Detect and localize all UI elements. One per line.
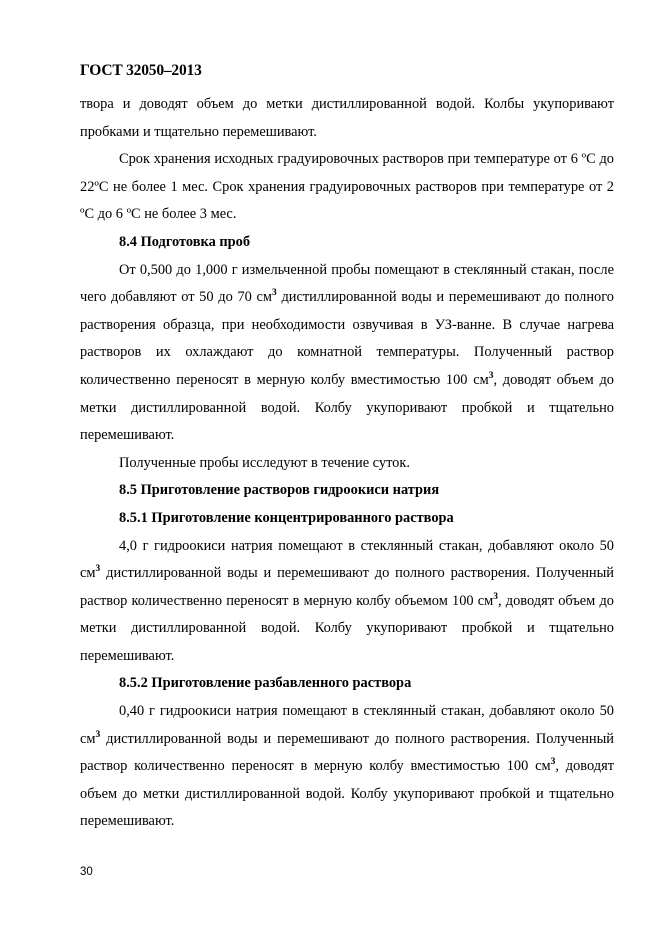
paragraph-diluted-solution	[80, 698, 614, 836]
paragraph-continuation: твора и доводят объем до метки дистиллированной водой. Колбы укупоривают пробками и тщательно перемешивают.	[80, 96, 614, 140]
text-run: 4,0 г гидроокиси натрия помещают в стеклянный стакан, добавляют около 50 см	[80, 537, 614, 582]
section-heading-8-5-2: 8.5.2 Приготовление разбавленного раствора	[119, 675, 412, 692]
section-heading-8-5: 8.5 Приготовление растворов гидроокиси натрия	[119, 482, 440, 499]
page-number: 30	[80, 866, 93, 878]
text-run: , доводят объем до метки дистиллированной водой. Колбу укупоривают пробкой и тщательно перемешивают.	[80, 592, 614, 664]
text-run: 0,40 г гидроокиси натрия помещают в стеклянный стакан, добавляют около 50 см	[80, 703, 614, 747]
superscript-unit: 3	[272, 288, 277, 299]
text-run: дистиллированной воды и перемешивают до полного растворения. Полученный раствор количественно переносят в мерную колбу объемом 100 см	[80, 565, 614, 609]
superscript-unit: 3	[95, 564, 101, 575]
text-run: От 0,500 до 1,000 г измельченной пробы помещают в стеклянный стакан, после чего добавляют от 50 до 70 см	[80, 261, 614, 306]
superscript-unit: 3	[95, 729, 101, 740]
superscript-unit: 3	[488, 370, 494, 381]
paragraph-concentrated-solution	[80, 533, 614, 671]
text-run: , доводят объем до метки дистиллированной водой. Колбу укупоривают пробкой и тщательно перемешивают.	[80, 758, 614, 830]
text-run: дистиллированной воды и перемешивают до полного растворения образца, при необходимости озвучивая в УЗ-ванне. В случае нагрева растворов их охлаждают до комнатной температуры. Полученный раствор количественно переносят в мерную колбу вместимостью 100 см	[80, 289, 614, 388]
text-run: , доводят объем до метки дистиллированной водой. Колбу укупоривают пробкой и тщательно перемешивают.	[80, 371, 614, 444]
paragraph-sample-timing: Полученные пробы исследуют в течение суток.	[119, 454, 410, 471]
document-body	[80, 91, 614, 836]
superscript-unit: 3	[550, 757, 556, 768]
paragraph-storage-conditions: Срок хранения исходных градуировочных растворов при температуре от 6 ºС до 22ºС не более 1 мес. Срок хранения градуировочных растворов при температуре от 2 ºС до 6 ºС не более 3 мес.	[80, 151, 614, 223]
document-header-code: ГОСТ 32050–2013	[80, 62, 202, 79]
section-heading-8-4: 8.4 Подготовка проб	[119, 233, 251, 250]
superscript-unit: 3	[493, 591, 499, 602]
text-run: дистиллированной воды и перемешивают до полного растворения. Полученный раствор количественно переносят в мерную колбу вместимостью 100 см	[80, 730, 614, 775]
paragraph-sample-preparation	[80, 257, 614, 450]
section-heading-8-5-1: 8.5.1 Приготовление концентрированного раствора	[119, 509, 454, 526]
